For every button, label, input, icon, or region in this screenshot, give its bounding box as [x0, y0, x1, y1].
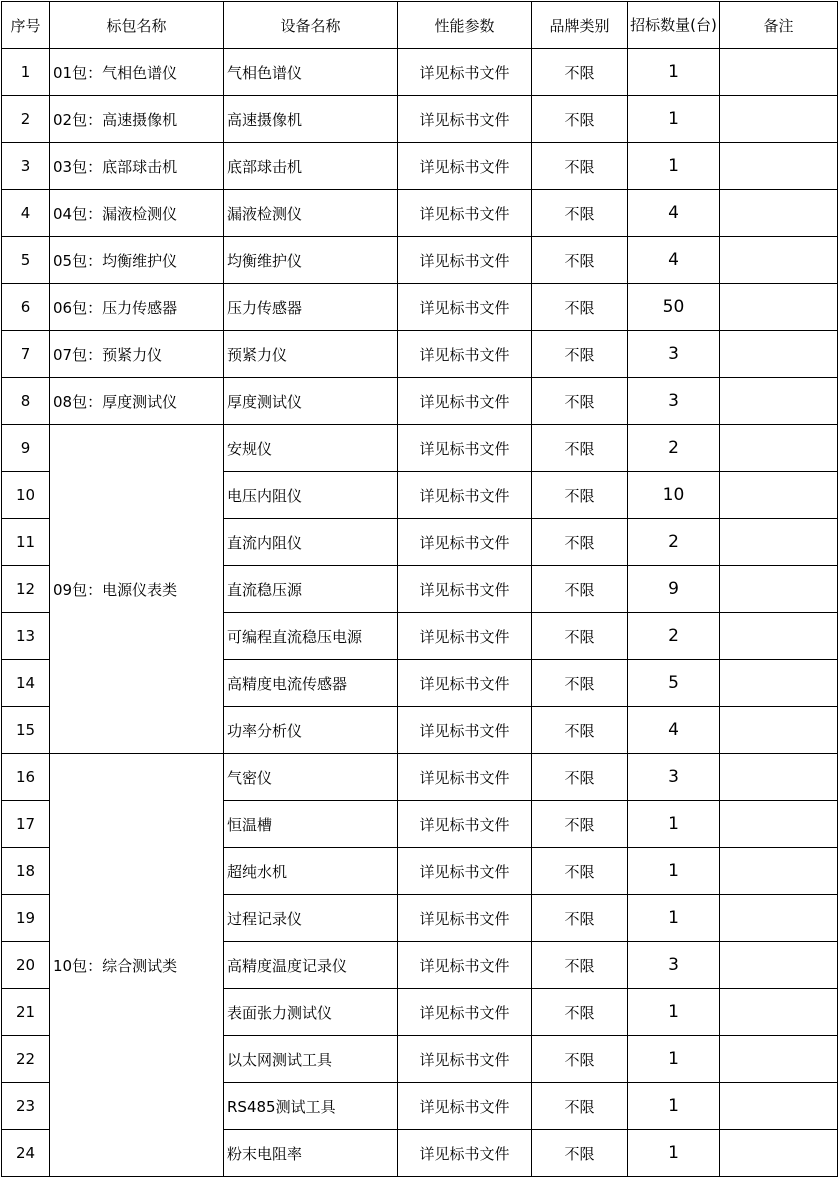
- cell-note: [720, 143, 838, 190]
- cell-spec: 详见标书文件: [398, 801, 532, 848]
- header-qty: 招标数量(台): [628, 2, 720, 49]
- cell-brand: 不限: [532, 754, 628, 801]
- cell-equipment: 恒温槽: [224, 801, 398, 848]
- cell-equipment: 漏液检测仪: [224, 190, 398, 237]
- cell-seq: 3: [2, 143, 50, 190]
- table-row: [2, 190, 838, 237]
- header-package: 标包名称: [50, 2, 224, 49]
- cell-equipment: 压力传感器: [224, 284, 398, 331]
- cell-seq: 15: [2, 707, 50, 754]
- cell-equipment: 直流稳压源: [224, 566, 398, 613]
- cell-qty: 3: [628, 378, 720, 425]
- table-row: [2, 237, 838, 284]
- cell-spec: 详见标书文件: [398, 96, 532, 143]
- cell-seq: 11: [2, 519, 50, 566]
- cell-note: [720, 801, 838, 848]
- cell-brand: 不限: [532, 1130, 628, 1177]
- cell-equipment: 预紧力仪: [224, 331, 398, 378]
- cell-seq: 1: [2, 49, 50, 96]
- cell-package: 06包：压力传感器: [50, 284, 224, 331]
- cell-equipment: 均衡维护仪: [224, 237, 398, 284]
- cell-package: 04包：漏液检测仪: [50, 190, 224, 237]
- cell-package: 01包：气相色谱仪: [50, 49, 224, 96]
- cell-seq: 8: [2, 378, 50, 425]
- cell-equipment: 电压内阻仪: [224, 472, 398, 519]
- cell-qty: 1: [628, 143, 720, 190]
- cell-note: [720, 96, 838, 143]
- cell-package: 07包：预紧力仪: [50, 331, 224, 378]
- cell-spec: 详见标书文件: [398, 848, 532, 895]
- cell-equipment: 高速摄像机: [224, 96, 398, 143]
- cell-package: 09包：电源仪表类: [50, 425, 224, 754]
- cell-qty: 9: [628, 566, 720, 613]
- cell-note: [720, 754, 838, 801]
- cell-qty: 4: [628, 190, 720, 237]
- cell-seq: 24: [2, 1130, 50, 1177]
- cell-seq: 18: [2, 848, 50, 895]
- cell-note: [720, 425, 838, 472]
- cell-brand: 不限: [532, 801, 628, 848]
- cell-qty: 4: [628, 707, 720, 754]
- cell-note: [720, 707, 838, 754]
- cell-brand: 不限: [532, 284, 628, 331]
- table-row: [2, 49, 838, 96]
- cell-note: [720, 942, 838, 989]
- cell-spec: 详见标书文件: [398, 331, 532, 378]
- cell-seq: 19: [2, 895, 50, 942]
- cell-seq: 7: [2, 331, 50, 378]
- cell-equipment: 可编程直流稳压电源: [224, 613, 398, 660]
- cell-note: [720, 378, 838, 425]
- header-spec: 性能参数: [398, 2, 532, 49]
- cell-note: [720, 237, 838, 284]
- cell-qty: 1: [628, 1036, 720, 1083]
- cell-seq: 14: [2, 660, 50, 707]
- cell-spec: 详见标书文件: [398, 1083, 532, 1130]
- cell-note: [720, 190, 838, 237]
- cell-package: 10包：综合测试类: [50, 754, 224, 1177]
- cell-brand: 不限: [532, 989, 628, 1036]
- cell-brand: 不限: [532, 190, 628, 237]
- cell-note: [720, 660, 838, 707]
- cell-seq: 10: [2, 472, 50, 519]
- cell-qty: 1: [628, 1130, 720, 1177]
- cell-seq: 2: [2, 96, 50, 143]
- cell-brand: 不限: [532, 237, 628, 284]
- cell-spec: 详见标书文件: [398, 49, 532, 96]
- cell-brand: 不限: [532, 942, 628, 989]
- table-row: [2, 754, 838, 801]
- table-row: [2, 331, 838, 378]
- cell-package: 03包：底部球击机: [50, 143, 224, 190]
- cell-qty: 1: [628, 895, 720, 942]
- bid-items-table: [1, 1, 838, 1177]
- cell-spec: 详见标书文件: [398, 660, 532, 707]
- cell-seq: 17: [2, 801, 50, 848]
- cell-equipment: 底部球击机: [224, 143, 398, 190]
- cell-qty: 2: [628, 519, 720, 566]
- cell-equipment: RS485测试工具: [224, 1083, 398, 1130]
- table-row: [2, 143, 838, 190]
- cell-seq: 5: [2, 237, 50, 284]
- cell-qty: 10: [628, 472, 720, 519]
- cell-note: [720, 519, 838, 566]
- cell-qty: 4: [628, 237, 720, 284]
- cell-spec: 详见标书文件: [398, 519, 532, 566]
- cell-brand: 不限: [532, 96, 628, 143]
- cell-qty: 2: [628, 425, 720, 472]
- cell-spec: 详见标书文件: [398, 566, 532, 613]
- cell-brand: 不限: [532, 331, 628, 378]
- cell-seq: 6: [2, 284, 50, 331]
- cell-note: [720, 331, 838, 378]
- cell-spec: 详见标书文件: [398, 237, 532, 284]
- cell-note: [720, 1083, 838, 1130]
- cell-note: [720, 848, 838, 895]
- cell-seq: 23: [2, 1083, 50, 1130]
- cell-spec: 详见标书文件: [398, 425, 532, 472]
- header-equipment: 设备名称: [224, 2, 398, 49]
- cell-package: 08包：厚度测试仪: [50, 378, 224, 425]
- cell-qty: 1: [628, 848, 720, 895]
- cell-qty: 1: [628, 989, 720, 1036]
- table-row: [2, 284, 838, 331]
- cell-qty: 5: [628, 660, 720, 707]
- table-row: [2, 96, 838, 143]
- cell-qty: 50: [628, 284, 720, 331]
- table-row: [2, 425, 838, 472]
- cell-brand: 不限: [532, 49, 628, 96]
- cell-spec: 详见标书文件: [398, 190, 532, 237]
- cell-equipment: 气密仪: [224, 754, 398, 801]
- cell-brand: 不限: [532, 895, 628, 942]
- cell-note: [720, 284, 838, 331]
- cell-package: 05包：均衡维护仪: [50, 237, 224, 284]
- cell-brand: 不限: [532, 378, 628, 425]
- header-brand: 品牌类别: [532, 2, 628, 49]
- cell-note: [720, 989, 838, 1036]
- cell-seq: 4: [2, 190, 50, 237]
- cell-seq: 16: [2, 754, 50, 801]
- cell-spec: 详见标书文件: [398, 1130, 532, 1177]
- cell-seq: 22: [2, 1036, 50, 1083]
- cell-equipment: 高精度温度记录仪: [224, 942, 398, 989]
- cell-note: [720, 472, 838, 519]
- cell-brand: 不限: [532, 707, 628, 754]
- cell-qty: 1: [628, 96, 720, 143]
- cell-brand: 不限: [532, 1083, 628, 1130]
- cell-brand: 不限: [532, 848, 628, 895]
- cell-equipment: 以太网测试工具: [224, 1036, 398, 1083]
- cell-note: [720, 49, 838, 96]
- cell-seq: 20: [2, 942, 50, 989]
- cell-equipment: 安规仪: [224, 425, 398, 472]
- cell-equipment: 高精度电流传感器: [224, 660, 398, 707]
- cell-equipment: 过程记录仪: [224, 895, 398, 942]
- table-body: [2, 49, 838, 1177]
- cell-spec: 详见标书文件: [398, 284, 532, 331]
- cell-equipment: 表面张力测试仪: [224, 989, 398, 1036]
- cell-brand: 不限: [532, 519, 628, 566]
- cell-brand: 不限: [532, 472, 628, 519]
- cell-spec: 详见标书文件: [398, 378, 532, 425]
- cell-qty: 3: [628, 331, 720, 378]
- cell-spec: 详见标书文件: [398, 472, 532, 519]
- cell-equipment: 气相色谱仪: [224, 49, 398, 96]
- cell-qty: 3: [628, 942, 720, 989]
- cell-brand: 不限: [532, 613, 628, 660]
- header-row: [2, 2, 838, 49]
- cell-spec: 详见标书文件: [398, 613, 532, 660]
- cell-brand: 不限: [532, 143, 628, 190]
- cell-package: 02包：高速摄像机: [50, 96, 224, 143]
- cell-spec: 详见标书文件: [398, 143, 532, 190]
- header-seq: 序号: [2, 2, 50, 49]
- cell-equipment: 粉末电阻率: [224, 1130, 398, 1177]
- cell-spec: 详见标书文件: [398, 942, 532, 989]
- cell-brand: 不限: [532, 1036, 628, 1083]
- cell-spec: 详见标书文件: [398, 754, 532, 801]
- cell-note: [720, 1036, 838, 1083]
- cell-note: [720, 895, 838, 942]
- cell-equipment: 超纯水机: [224, 848, 398, 895]
- cell-equipment: 直流内阻仪: [224, 519, 398, 566]
- cell-qty: 1: [628, 1083, 720, 1130]
- cell-qty: 2: [628, 613, 720, 660]
- cell-qty: 1: [628, 49, 720, 96]
- cell-note: [720, 1130, 838, 1177]
- cell-spec: 详见标书文件: [398, 895, 532, 942]
- header-note: 备注: [720, 2, 838, 49]
- cell-note: [720, 566, 838, 613]
- cell-spec: 详见标书文件: [398, 989, 532, 1036]
- cell-qty: 3: [628, 754, 720, 801]
- cell-seq: 13: [2, 613, 50, 660]
- cell-note: [720, 613, 838, 660]
- cell-qty: 1: [628, 801, 720, 848]
- cell-seq: 21: [2, 989, 50, 1036]
- cell-seq: 9: [2, 425, 50, 472]
- table-row: [2, 378, 838, 425]
- cell-brand: 不限: [532, 566, 628, 613]
- cell-brand: 不限: [532, 425, 628, 472]
- cell-equipment: 功率分析仪: [224, 707, 398, 754]
- cell-equipment: 厚度测试仪: [224, 378, 398, 425]
- cell-spec: 详见标书文件: [398, 707, 532, 754]
- cell-seq: 12: [2, 566, 50, 613]
- cell-brand: 不限: [532, 660, 628, 707]
- cell-spec: 详见标书文件: [398, 1036, 532, 1083]
